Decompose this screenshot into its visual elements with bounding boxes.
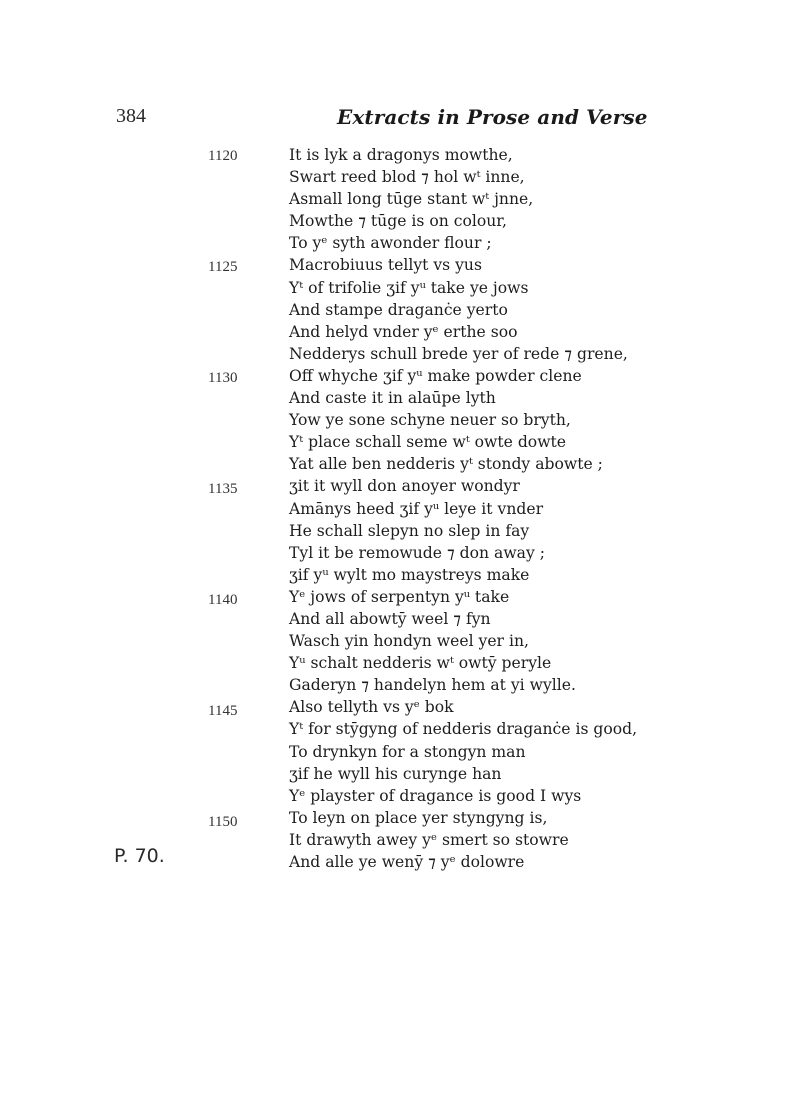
line-number: 1140 xyxy=(208,592,238,608)
verse-line: Yow ye sone schyne neuer so bryth, xyxy=(289,411,571,430)
line-number: 1125 xyxy=(208,259,238,275)
verse-line: Amānys heed ʒif yᵘ leye it vnder xyxy=(289,499,544,518)
verse-line: ʒif yᵘ wylt mo maystreys make xyxy=(289,565,530,584)
running-head: Extracts in Prose and Verse xyxy=(337,105,648,129)
verse-line: It is lyk a dragonys mowthe, xyxy=(289,146,513,164)
verse-line: Tyl it be remowude ⁊ don away ; xyxy=(289,543,545,562)
verse-line: Gaderyn ⁊ handelyn hem at yi wylle. xyxy=(289,676,576,695)
verse-line: And alle ye wenȳ ⁊ yᵉ dolowre xyxy=(289,853,525,871)
verse-line: Yᵗ of trifolie ʒif yᵘ take ye jows xyxy=(289,278,529,297)
verse-line: Swart reed blod ⁊ hol wᵗ inne, xyxy=(289,168,525,187)
line-number: 1120 xyxy=(208,148,238,164)
verse-line: Yᵉ playster of dragance is good I wys xyxy=(289,786,582,805)
verse-line: Mowthe ⁊ tūge is on colour, xyxy=(289,212,507,231)
verse-line: Wasch yin hondyn weel yer in, xyxy=(289,632,529,651)
verse-line: Asmall long tūge stant wᵗ jnne, xyxy=(289,190,534,209)
verse-line: And all abowtȳ weel ⁊ fyn xyxy=(289,609,491,628)
line-number: 1135 xyxy=(208,481,238,497)
verse-line: Yᵗ for stȳgyng of nedderis draganċe is good, xyxy=(289,720,638,739)
verse-line: To drynkyn for a stongyn man xyxy=(289,742,526,761)
verse-line: And stampe draganċe yerto xyxy=(289,300,508,319)
verse-line: Macrobiuus tellyt vs yus xyxy=(289,256,482,275)
verse-line: ʒif he wyll his curynge han xyxy=(289,764,502,783)
verse-line: Off whyche ʒif yᵘ make powder clene xyxy=(289,366,582,385)
verse-line: ʒit it wyll don anoyer wondyr xyxy=(289,477,520,496)
verse-line: Nedderys schull brede yer of rede ⁊ grene, xyxy=(289,344,628,363)
line-number: 1145 xyxy=(208,703,238,719)
verse-line: Also tellyth vs yᵉ bok xyxy=(289,698,454,717)
verse-line: To leyn on place yer styngyng is, xyxy=(289,808,548,827)
verse-line: He schall slepyn no slep in fay xyxy=(289,521,530,540)
verse-line: Yᵗ place schall seme wᵗ owte dowte xyxy=(289,433,567,452)
poem-text xyxy=(289,144,799,873)
verse-line: And helyd vnder yᵉ erthe soo xyxy=(289,322,518,341)
verse-line: And caste it in alaūpe lyth xyxy=(289,389,496,408)
verse-line: To yᵉ syth awonder flour ; xyxy=(289,234,492,253)
verse-line: Yᵘ schalt nedderis wᵗ owtȳ peryle xyxy=(289,654,552,673)
line-number: 1130 xyxy=(208,370,238,386)
verse-line: It drawyth awey yᵉ smert so stowre xyxy=(289,830,569,849)
verse-line: Yat alle ben nedderis yᵗ stondy abowte ; xyxy=(289,455,603,474)
page-number: 384 xyxy=(116,105,146,127)
verse-line: Yᵉ jows of serpentyn yᵘ take xyxy=(289,587,510,606)
side-reference: P. 70. xyxy=(114,845,165,867)
line-number: 1150 xyxy=(208,814,238,830)
